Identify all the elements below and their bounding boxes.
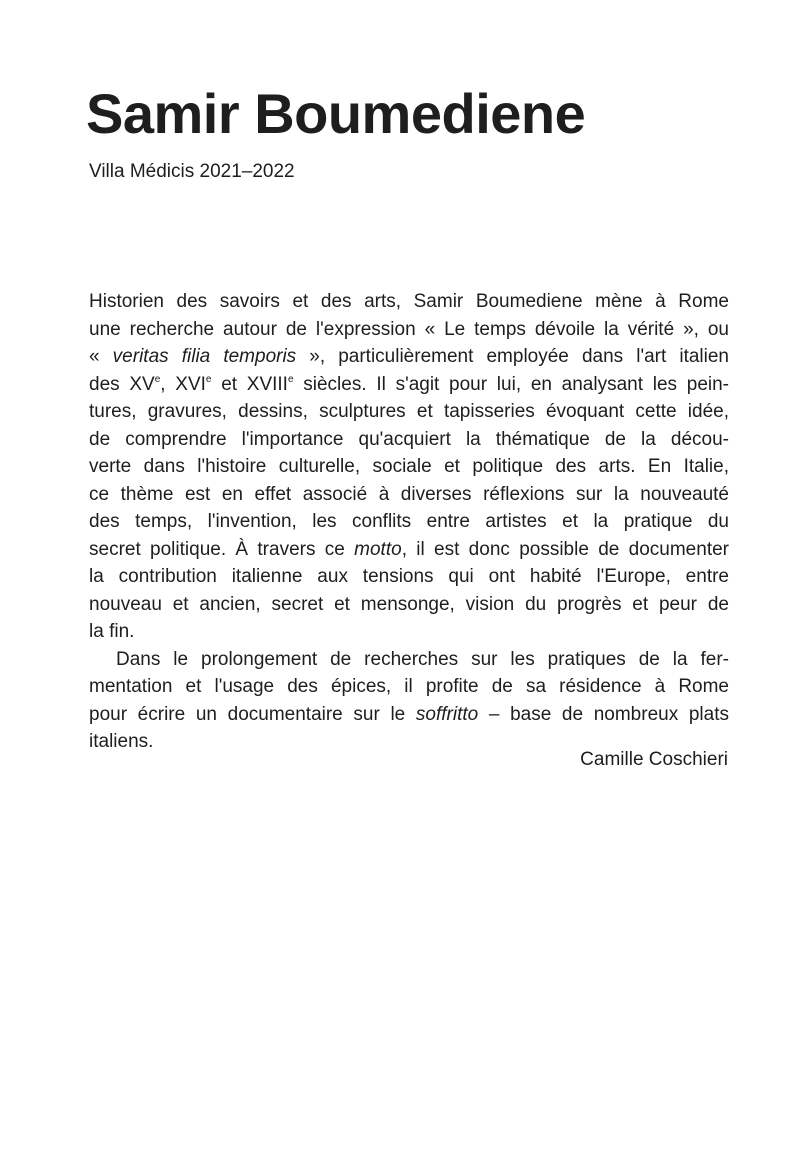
text-fragment: , XVI: [160, 373, 206, 395]
paragraph-1: [89, 288, 729, 646]
text-line: Historien des savoirs et des arts, Samir Boumediene mène à Rome: [89, 291, 729, 312]
quote-open: «: [89, 346, 113, 367]
superscript: e: [154, 373, 161, 385]
text-fragment: pour écrire un documentaire sur le: [89, 703, 416, 725]
italic-phrase: veritas filia temporis: [112, 346, 297, 367]
text-fragment: secret politique. À travers ce: [89, 538, 355, 560]
text-line: [89, 343, 729, 371]
text-line: de comprendre l'importance qu'acquiert la thématique de la décou-: [89, 428, 729, 450]
text-line: italiens.: [89, 731, 154, 752]
paragraph-2: [89, 646, 729, 756]
text-fragment: et XVIII: [211, 373, 288, 395]
text-line: une recherche autour de l'expression « Le temps dévoile la vérité », ou: [89, 318, 729, 340]
text-fragment: », particulièrement employée dans l'art italien: [296, 346, 729, 367]
superscript: e: [287, 373, 294, 385]
page-subtitle: Villa Médicis 2021–2022: [89, 161, 295, 182]
text-fragment: siècles. Il s'agit pour lui, en analysant les pein-: [293, 373, 730, 395]
text-line: mentation et l'usage des épices, il profite de sa résidence à Rome: [89, 676, 729, 697]
italic-word: motto: [354, 538, 402, 560]
italic-word: soffritto: [415, 703, 479, 725]
superscript: e: [205, 373, 212, 385]
text-line: Dans le prolongement de recherches sur les pratiques de la fer-: [116, 648, 729, 670]
text-line: [89, 371, 729, 399]
text-fragment: des XV: [89, 373, 155, 395]
text-line: la fin.: [89, 621, 135, 642]
text-line: verte dans l'histoire culturelle, sociale et politique des arts. En Italie,: [89, 456, 729, 477]
body-text: [89, 288, 729, 756]
text-line: [89, 536, 729, 564]
text-fragment: – base de nombreux plats: [478, 703, 729, 725]
text-line: ce thème est en effet associé à diverses réflexions sur la nouveauté: [89, 483, 729, 505]
text-line: nouveau et ancien, secret et mensonge, vision du progrès et peur de: [89, 593, 729, 615]
text-line: la contribution italienne aux tensions qui ont habité l'Europe, entre: [89, 566, 729, 587]
author-signature: Camille Coschieri: [580, 749, 728, 770]
page-title: Samir Boumediene: [86, 82, 586, 145]
text-line: [89, 701, 729, 729]
text-fragment: , il est donc possible de documenter: [401, 538, 729, 560]
text-line: tures, gravures, dessins, sculptures et tapisseries évoquant cette idée,: [89, 401, 729, 422]
text-line: des temps, l'invention, les conflits entre artistes et la pratique du: [89, 511, 729, 532]
